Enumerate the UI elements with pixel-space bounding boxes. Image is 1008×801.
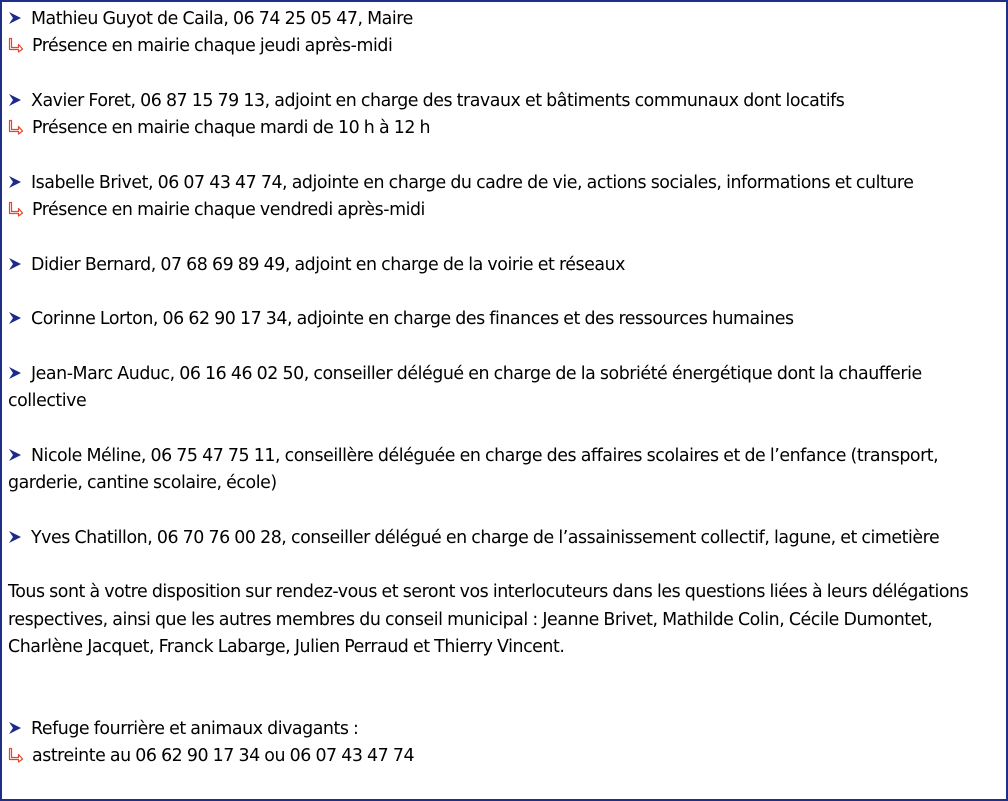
presence-text: Présence en mairie chaque vendredi après-midi [32, 200, 425, 221]
entry-text: Yves Chatillon, 06 70 76 00 28, conseiller délégué en charge de l’assainissement collectif, lagune, et cimetière [31, 527, 940, 548]
entry-adjointe-finances [8, 306, 1002, 333]
entry-text: Isabelle Brivet, 06 07 43 47 74, adjointe en charge du cadre de vie, actions sociales, informations et culture [31, 172, 914, 193]
refuge-title: Refuge fourrière et animaux divagants : [31, 718, 359, 739]
arrowhead-bullet-icon [8, 257, 22, 271]
entry-text: Corinne Lorton, 06 62 90 17 34, adjointe en charge des finances et des ressources humaines [31, 309, 794, 330]
down-right-arrow-icon [8, 37, 24, 53]
down-right-arrow-icon [8, 747, 24, 763]
arrowhead-bullet-icon [8, 93, 22, 107]
entry-adjointe-cadre-de-vie [8, 170, 1002, 197]
entry-conseiller-assainissement [8, 525, 1002, 552]
entry-text: Jean-Marc Auduc, 06 16 46 02 50, conseiller délégué en charge de la sobriété énergétique dont la chaufferie collective [8, 363, 922, 412]
down-right-arrow-icon [8, 201, 24, 217]
arrowhead-bullet-icon [8, 175, 22, 189]
entry-adjoint-travaux-presence [8, 115, 1002, 142]
entry-refuge-astreinte [8, 743, 1002, 770]
entry-mayor [8, 6, 1002, 33]
arrowhead-bullet-icon [8, 311, 22, 325]
entry-text: Mathieu Guyot de Caila, 06 74 25 05 47, Maire [31, 9, 413, 29]
entry-adjoint-voirie [8, 252, 1002, 279]
arrowhead-bullet-icon [8, 366, 22, 380]
presence-text: Présence en mairie chaque mardi de 10 h à 12 h [32, 118, 431, 139]
astreinte-text: astreinte au 06 62 90 17 34 ou 06 07 43 47 74 [32, 746, 415, 767]
entry-adjointe-cadre-de-vie-presence [8, 197, 1002, 224]
entry-mayor-presence [8, 33, 1002, 60]
arrowhead-bullet-icon [8, 530, 22, 544]
arrowhead-bullet-icon [8, 721, 22, 735]
arrowhead-bullet-icon [8, 11, 22, 25]
entry-text: Nicole Méline, 06 75 47 75 11, conseillère déléguée en charge des affaires scolaires et de l’enfance (transport, garderie, cantine scolaire, école) [8, 445, 939, 494]
down-right-arrow-icon [8, 119, 24, 135]
availability-paragraph: Tous sont à votre disposition sur rendez-vous et seront vos interlocuteurs dans les questions liées à leurs délégations respectives, ainsi que les autres membres du conseil municipal : Jeanne Brivet, Mathilde Colin, Cécile Dumontet, Charlène Jacquet, Franck Labarge, Julien Perraud et Thierry Vincent. [8, 582, 969, 657]
presence-text: Présence en mairie chaque jeudi après-midi [32, 36, 393, 57]
document-body [8, 6, 1002, 770]
entry-refuge [8, 716, 1002, 743]
entry-conseiller-sobriete [8, 361, 1002, 416]
entry-text: Xavier Foret, 06 87 15 79 13, adjoint en charge des travaux et bâtiments communaux dont locatifs [31, 90, 845, 111]
arrowhead-bullet-icon [8, 448, 22, 462]
entry-adjoint-travaux [8, 88, 1002, 115]
entry-conseillere-scolaire [8, 443, 1002, 498]
entry-text: Didier Bernard, 07 68 69 89 49, adjoint en charge de la voirie et réseaux [31, 254, 625, 275]
